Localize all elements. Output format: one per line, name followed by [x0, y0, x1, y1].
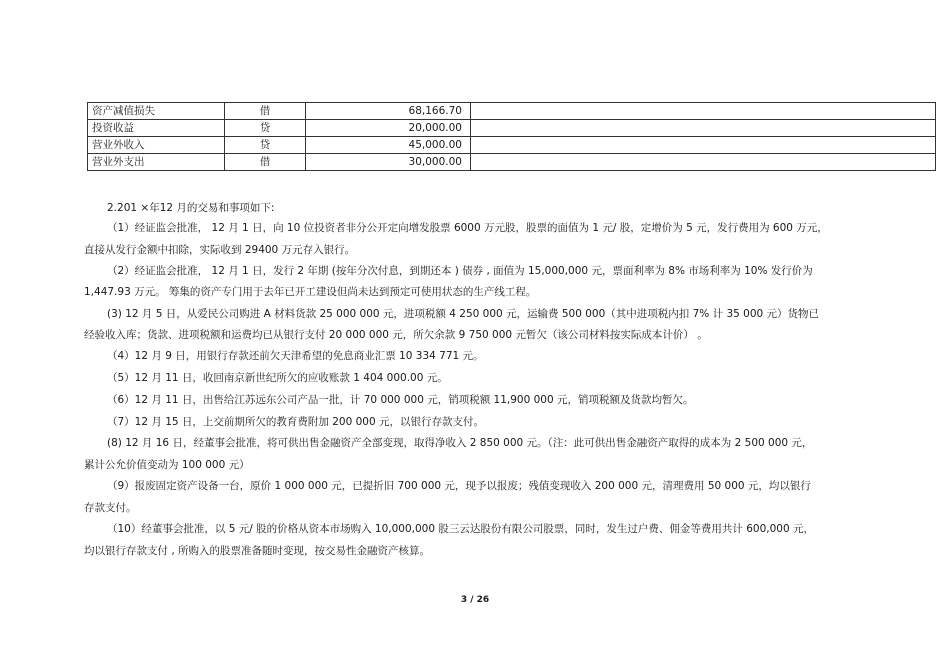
debit-credit: 贷 [225, 137, 306, 154]
item-9-line-2: 存款支付。 [84, 502, 137, 514]
item-4: （4）12 月 9 日，用银行存款还前欠天津希望的免息商业汇票 10 334 771 元。 [107, 350, 484, 362]
amount: 20,000.00 [306, 120, 471, 137]
table-row [88, 154, 936, 171]
item-2-line-2: 1,447.93 万元。 筹集的资产专门用于去年已开工建设但尚未达到预定可使用状态的生产线工程。 [84, 286, 537, 298]
blank-cell [471, 120, 936, 137]
item-3-line-1: (3) 12 月 5 日，从爱民公司购进 A 材料货款 25 000 000 元，进项税额 4 250 000 元，运输费 500 000（其中进项税内扣 7% 计 35 000 元）货物已 [107, 308, 820, 320]
item-5: （5）12 月 11 日，收回南京新世纪所欠的应收账款 1 404 000.00 元。 [107, 372, 448, 384]
amount: 30,000.00 [306, 154, 471, 171]
amount: 68,166.70 [306, 103, 471, 120]
item-10-line-1: （10）经董事会批准，以 5 元/ 股的价格从资本市场购入 10,000,000 股三云达股份有限公司股票，同时，发生过户费、佣金等费用共计 600,000 元， [107, 523, 814, 535]
account-name: 营业外支出 [88, 154, 225, 171]
item-9-line-1: （9）报废固定资产设备一台，原价 1 000 000 元，已提折旧 700 000 元，现予以报废；残值变现收入 200 000 元，清理费用 50 000 元，均以银行 [107, 480, 811, 492]
item-6: （6）12 月 11 日，出售给江苏远东公司产品一批，计 70 000 000 元，销项税额 11,900 000 元，销项税额及货款均暂欠。 [107, 394, 694, 406]
debit-credit: 借 [225, 154, 306, 171]
item-1-line-2: 直接从发行金额中扣除，实际收到 29400 万元存入银行。 [84, 244, 356, 256]
table-row [88, 137, 936, 154]
blank-cell [471, 137, 936, 154]
debit-credit: 贷 [225, 120, 306, 137]
account-name: 营业外收入 [88, 137, 225, 154]
account-name: 投资收益 [88, 120, 225, 137]
blank-cell [471, 103, 936, 120]
section-heading: 2.201 ×年12 月的交易和事项如下: [107, 202, 275, 214]
item-7: （7）12 月 15 日，上交前期所欠的教育费附加 200 000 元，以银行存款支付。 [107, 416, 485, 428]
ledger-table [87, 102, 936, 171]
item-8-line-1: (8) 12 月 16 日，经董事会批准，将可供出售金融资产全部变现，取得净收入 2 850 000 元。（注：此可供出售金融资产取得的成本为 2 500 000 元， [107, 437, 813, 449]
page-number: 3 / 26 [460, 595, 490, 605]
item-10-line-2: 均以银行存款支付 , 所购入的股票准备随时变现，按交易性金融资产核算。 [84, 545, 431, 557]
amount: 45,000.00 [306, 137, 471, 154]
table-row [88, 103, 936, 120]
debit-credit: 借 [225, 103, 306, 120]
table-row [88, 120, 936, 137]
item-3-line-2: 经验收入库；货款、进项税额和运费均已从银行支付 20 000 000 元，所欠余款 9 750 000 元暂欠（该公司材料按实际成本计价） 。 [84, 329, 708, 341]
account-name: 资产减值损失 [88, 103, 225, 120]
blank-cell [471, 154, 936, 171]
item-2-line-1: （2）经证监会批准， 12 月 1 日，发行 2 年期 (按年分次付息，到期还本 ) 债券 , 面值为 15,000,000 元，票面利率为 8% 市场利率为 10% 发行价为 [107, 265, 813, 277]
item-1-line-1: （1）经证监会批准， 12 月 1 日，向 10 位投资者非分公开定向增发股票 6000 万元股，股票的面值为 1 元/ 股，定增价为 5 元，发行费用为 600 万元， [107, 222, 828, 234]
item-8-line-2: 累计公允价值变动为 100 000 元） [84, 459, 250, 471]
